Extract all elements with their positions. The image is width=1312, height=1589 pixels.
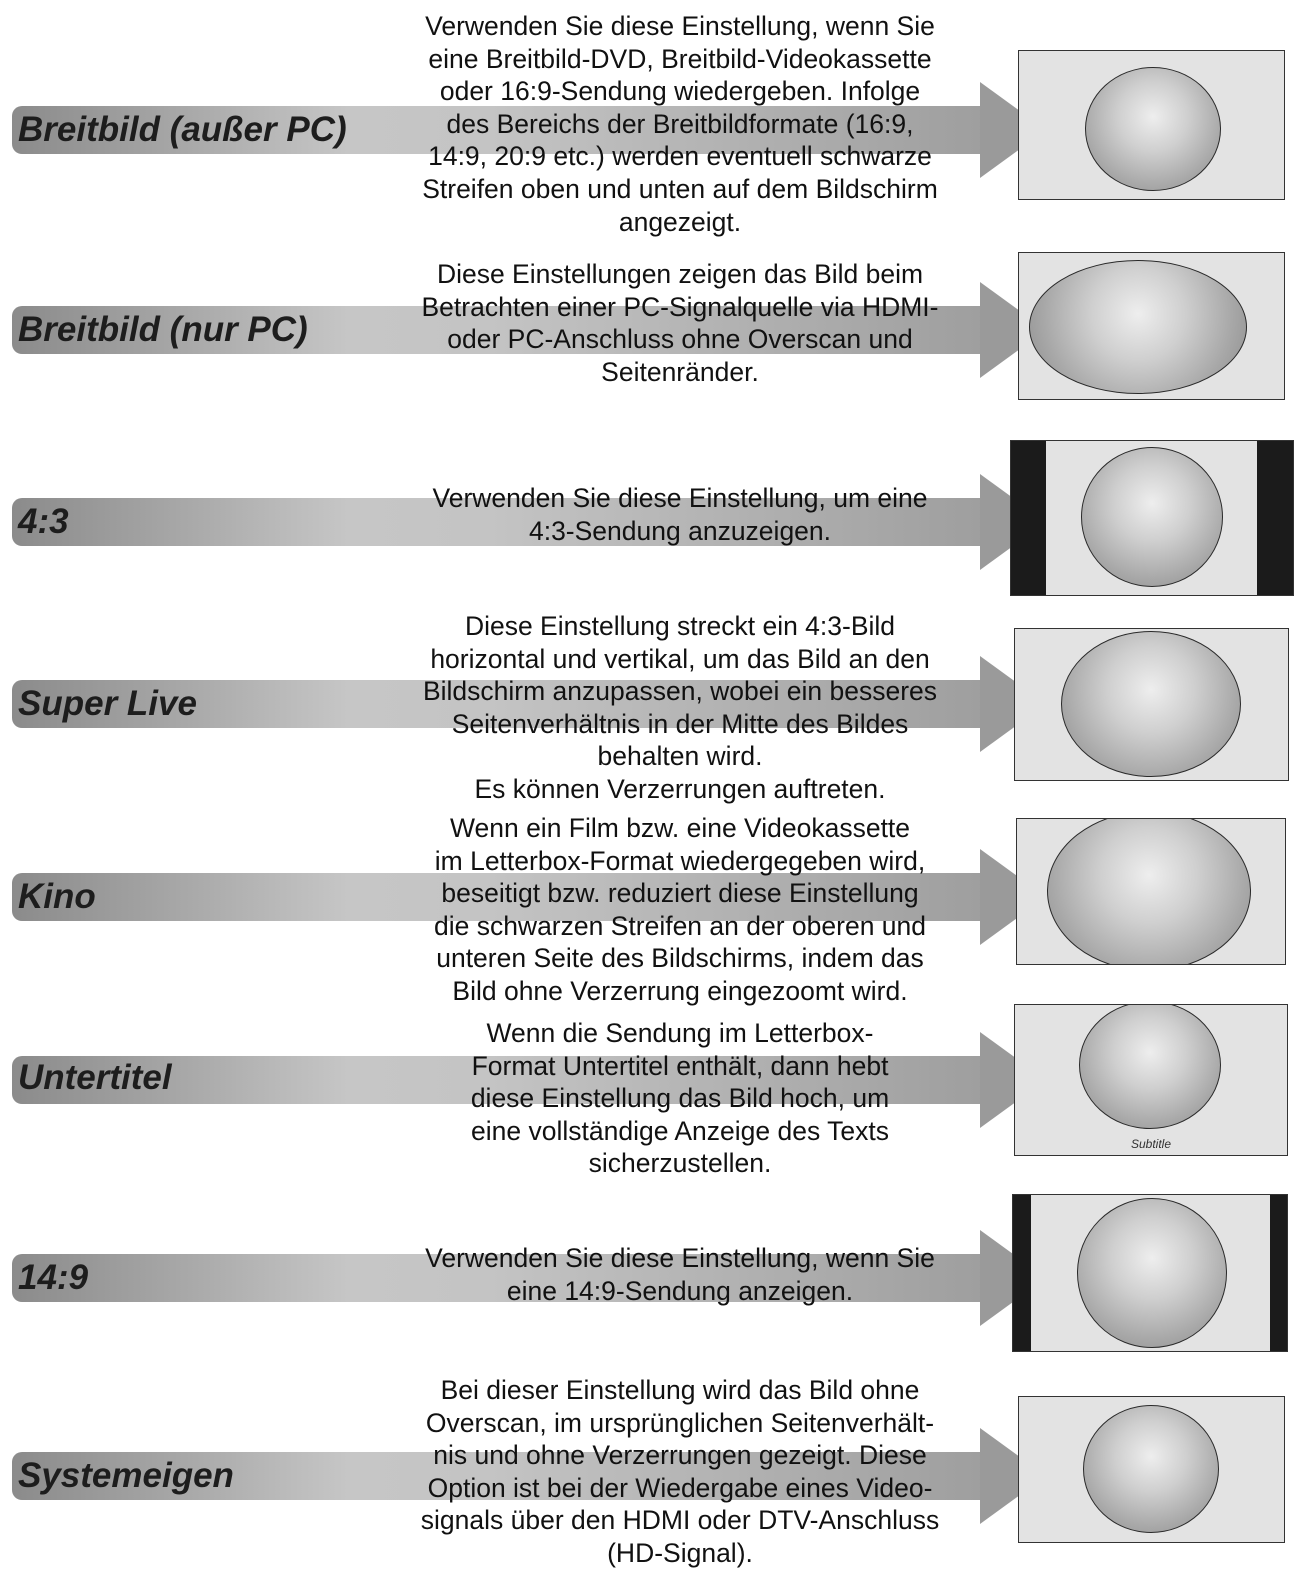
mode-label: Breitbild (nur PC) <box>18 310 308 349</box>
mode-description <box>385 258 975 388</box>
mode-description <box>385 812 975 1008</box>
description-line: signals über den HDMI oder DTV-Anschluss <box>420 1505 940 1536</box>
mode-label: 4:3 <box>18 502 69 541</box>
description-line: (HD-Signal). <box>607 1537 753 1568</box>
description-line: eine 14:9-Sendung anzeigen. <box>506 1275 854 1306</box>
mode-description <box>385 1242 975 1307</box>
description-line: Bei dieser Einstellung wird das Bild ohne <box>440 1375 920 1405</box>
screen-illustration <box>1014 628 1289 781</box>
screen-illustration <box>1018 1396 1285 1543</box>
description-line: Overscan, im ursprünglichen Seitenverhält- <box>425 1407 935 1438</box>
mode-label: Breitbild (außer PC) <box>18 110 347 149</box>
ball-icon <box>1083 1405 1219 1533</box>
mode-description <box>385 1374 975 1570</box>
mode-label: Super Live <box>18 684 197 723</box>
description-line: Wenn die Sendung im Letterbox- <box>486 1018 874 1048</box>
description-line: des Bereichs der Breitbildformate (16:9, <box>446 108 914 139</box>
screen-illustration <box>1018 50 1285 200</box>
description-line: Bildschirm anzupassen, wobei ein besseres <box>422 676 938 707</box>
description-line: diese Einstellung das Bild hoch, um <box>470 1083 890 1114</box>
description-line: angezeigt. <box>618 206 742 237</box>
description-line: 4:3-Sendung anzuzeigen. <box>528 515 832 546</box>
ball-icon <box>1061 631 1241 777</box>
mode-description <box>385 1017 975 1180</box>
screen-illustration <box>1016 818 1286 965</box>
description-line: Verwenden Sie diese Einstellung, wenn Sie <box>425 1243 935 1273</box>
screen-illustration <box>1012 1194 1288 1352</box>
description-line: im Letterbox-Format wiedergegeben wird, <box>434 845 926 876</box>
ball-icon <box>1029 260 1247 394</box>
description-line: horizontal und vertikal, um das Bild an den <box>430 643 930 674</box>
mode-label: 14:9 <box>18 1258 89 1297</box>
description-line: Bild ohne Verzerrung eingezoomt wird. <box>452 975 908 1006</box>
mode-description <box>385 10 975 238</box>
mode-label: Systemeigen <box>18 1456 234 1495</box>
ball-icon <box>1047 818 1251 965</box>
ball-icon <box>1079 1004 1221 1129</box>
description-line: Betrachten einer PC-Signalquelle via HDMI- <box>421 291 939 322</box>
description-line: Format Untertitel enthält, dann hebt <box>471 1050 889 1081</box>
description-line: Wenn ein Film bzw. eine Videokassette <box>449 813 911 843</box>
description-line: nis und ohne Verzerrungen gezeigt. Diese <box>433 1440 927 1471</box>
description-line: 14:9, 20:9 etc.) werden eventuell schwarze <box>428 141 932 172</box>
description-line: sicherzustellen. <box>588 1148 772 1179</box>
screen-subtitle-caption: Subtitle <box>1130 1137 1172 1151</box>
ball-icon <box>1077 1198 1227 1348</box>
mode-label: Kino <box>18 877 96 916</box>
description-line: Diese Einstellung streckt ein 4:3-Bild <box>464 611 896 641</box>
screen-illustration <box>1010 440 1294 596</box>
mode-label: Untertitel <box>18 1058 172 1097</box>
description-line: Verwenden Sie diese Einstellung, wenn Sie <box>425 11 935 41</box>
description-line: Streifen oben und unten auf dem Bildschirm <box>422 173 938 204</box>
mode-description <box>385 482 975 547</box>
description-line: behalten wird. <box>597 741 763 772</box>
description-line: oder 16:9-Sendung wiedergeben. Infolge <box>439 76 921 107</box>
description-line: eine Breitbild-DVD, Breitbild-Videokassette <box>428 43 932 74</box>
description-line: Es können Verzerrungen auftreten. <box>474 773 886 804</box>
screen-illustration <box>1018 252 1285 400</box>
description-line: Seitenränder. <box>601 356 759 387</box>
mode-description <box>385 610 975 806</box>
description-line: Seitenverhältnis in der Mitte des Bildes <box>451 708 909 739</box>
ball-icon <box>1085 67 1221 191</box>
description-line: oder PC-Anschluss ohne Overscan und <box>447 324 913 355</box>
ball-icon <box>1081 447 1223 587</box>
description-line: Verwenden Sie diese Einstellung, um eine <box>432 483 928 513</box>
description-line: Option ist bei der Wiedergabe eines Video- <box>427 1472 933 1503</box>
screen-illustration <box>1014 1004 1288 1156</box>
description-line: unteren Seite des Bildschirms, indem das <box>436 943 924 974</box>
description-line: beseitigt bzw. reduziert diese Einstellung <box>441 878 919 909</box>
description-line: Diese Einstellungen zeigen das Bild beim <box>436 259 924 289</box>
description-line: die schwarzen Streifen an der oberen und <box>433 910 927 941</box>
description-line: eine vollständige Anzeige des Texts <box>471 1115 889 1146</box>
